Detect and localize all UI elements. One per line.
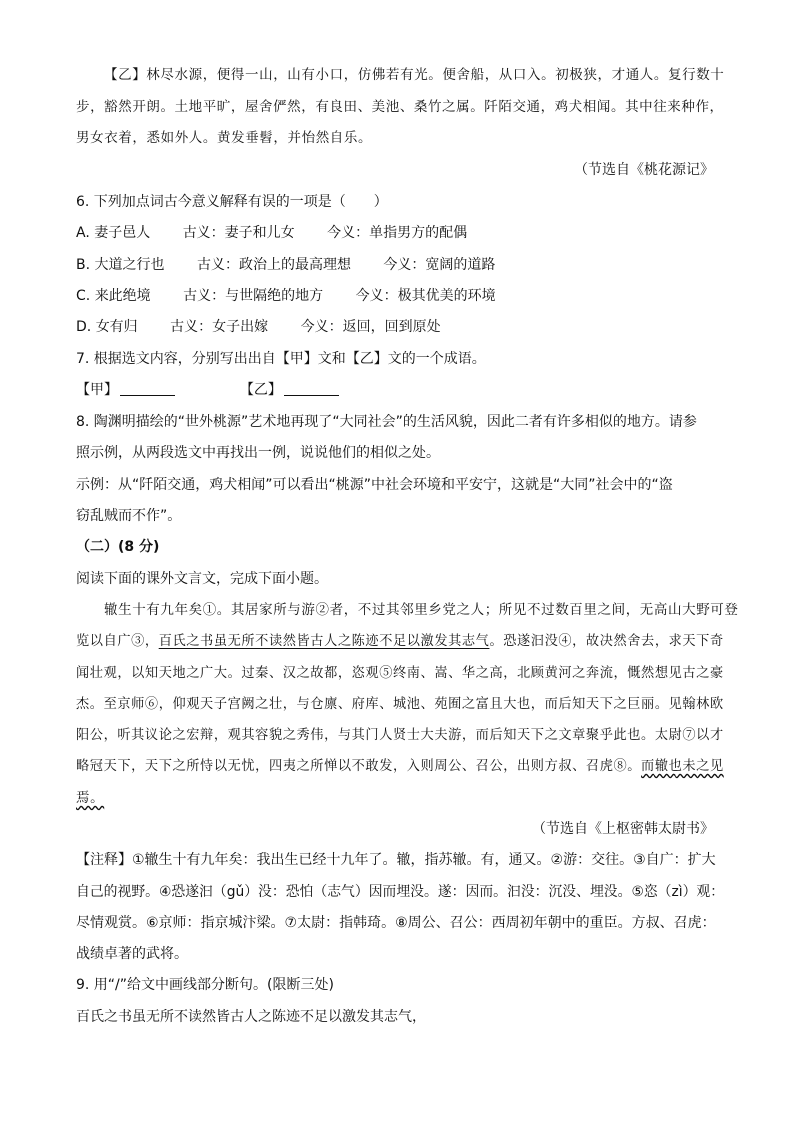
section-2-heading: （二）(8 分) [76,539,160,555]
option-letter: D. [76,319,92,335]
passage2-line-3: 闻壮观，以知天地之广大。过秦、汉之故都，恣观⑤终南、嵩、华之高，北顾黄河之奔流，慨然想见古之豪 [76,665,724,681]
option-new-meaning: 今义：单指男方的配偶 [327,225,468,241]
passage2-line-1: 辙生十有九年矣①。其居家所与游②者，不过其邻里乡党之人；所见不过数百里之间，无高山大野可登 [104,602,739,618]
option-new-meaning: 今义：返回，回到原处 [300,319,441,335]
passage-yi-source: （节选自《桃花源记》 [574,162,714,178]
q7-jia-label: 【甲】 [76,382,118,398]
passage-yi-line-2: 步，豁然开朗。土地平旷，屋舍俨然，有良田、美池、桑竹之属。阡陌交通，鸡犬相闻。其中往来种作， [76,99,724,115]
option-letter: A. [76,225,90,241]
passage2-line-6-start: 略冠天下，天下之所恃以无忧，四夷之所惮以不敢发，入则周公、召公，出则方叔、召虎⑧。 [76,758,642,774]
q6-stem: 6. 下列加点词古今意义解释有误的一项是（ ） [76,194,388,210]
q7-stem: 7. 根据选文内容，分别写出出自【甲】文和【乙】文的一个成语。 [76,351,486,367]
option-old-meaning: 古义：政治上的最高理想 [196,257,351,273]
passage2-line-4: 杰。至京师⑥，仰观天子宫阙之壮，与仓廪、府库、城池、苑囿之富且大也，而后知天下之巨丽。见翰林欧 [76,696,724,712]
wavy-underlined-end: 焉。 [76,790,105,806]
option-word: 大道之行也 [94,257,165,273]
underlined-sentence: 百氏之书虽无所不读然皆古人之陈迹不足以激发其志气 [158,633,490,649]
q9-stem: 9. 用“/”给文中画线部分断句。(限断三处) [76,977,334,993]
option-new-meaning: 今义：宽阔的道路 [383,257,496,273]
notes-line-4: 战绩卓著的武将。 [76,946,188,962]
passage-yi-line-3: 男女衣着，悉如外人。黄发垂髫，并怡然自乐。 [76,130,373,146]
q8-line-4: 窃乱贼而不作”。 [76,508,182,524]
q7-jia-blank[interactable] [120,381,175,396]
q6-option-a [76,224,467,242]
q9-text: 百氏之书虽无所不读然皆古人之陈迹不足以激发其志气， [76,1009,426,1025]
option-letter: C. [76,288,91,304]
notes-line-3: 尽情观赏。⑥京师：指京城汴梁。⑦太尉：指韩琦。⑧周公、召公：西周初年朝中的重臣。方叔、召虎： [76,915,716,931]
option-word: 来此绝境 [94,288,151,304]
passage2-line-2-start: 览以自广③， [76,633,159,649]
option-word: 妻子邑人 [94,225,151,241]
q8-line-3: 示例：从“阡陌交通，鸡犬相闻”可以看出“桃源”中社会环境和平安宁，这就是“大同”社会中的“盗 [76,477,673,493]
passage2-line-2 [76,632,724,650]
q6-option-b [76,256,495,274]
option-new-meaning: 今义：极其优美的环境 [355,288,496,304]
wavy-underlined-sentence: 而辙也未之见 [641,758,724,774]
notes-line-2: 自己的视野。④恐遂汩（gǔ）没：恐怕（志气）因而埋没。遂：因而。汩没：沉没、埋没。⑤恣（zì）观： [76,884,725,900]
option-word: 女有归 [95,319,138,335]
q7-yi-blank[interactable] [284,381,339,396]
q6-option-c [76,287,496,305]
q8-line-1: 8. 陶渊明描绘的“世外桃源”艺术地再现了“大同社会”的生活风貌，因此二者有许多相似的地方。请参 [76,414,697,430]
q7-answers [76,381,339,399]
option-old-meaning: 古义：妻子和儿女 [182,225,295,241]
q8-line-2: 照示例，从两段选文中再找出一例，说说他们的相似之处。 [76,445,440,461]
passage2-source: （节选自《上枢密韩太尉书》 [532,821,714,837]
passage2-line-6 [76,757,724,775]
q6-option-d [76,318,441,336]
passage2-line-5: 阳公，听其议论之宏辩，观其容貌之秀伟，与其门人贤士大夫游，而后知天下之文章聚乎此也。太尉⑦以才 [76,727,724,743]
q7-yi-label: 【乙】 [239,382,282,398]
option-old-meaning: 古义：与世隔绝的地方 [183,288,324,304]
passage2-line-7 [76,789,104,807]
section-2-intro: 阅读下面的课外文言文，完成下面小题。 [76,571,328,587]
option-letter: B. [76,257,91,273]
option-old-meaning: 古义：女子出嫁 [170,319,269,335]
passage2-line-2-end: 。恐遂汩没④，故决然舍去，求天下奇 [489,633,724,649]
notes-line-1: 【注释】①辙生十有九年矣：我出生已经十九年了。辙，指苏辙。有，通又。②游：交往。③自广：扩大 [76,852,716,868]
passage-yi-line-1: 【乙】林尽水源，便得一山，山有小口，仿佛若有光。便舍船，从口入。初极狭，才通人。复行数十 [104,67,725,83]
